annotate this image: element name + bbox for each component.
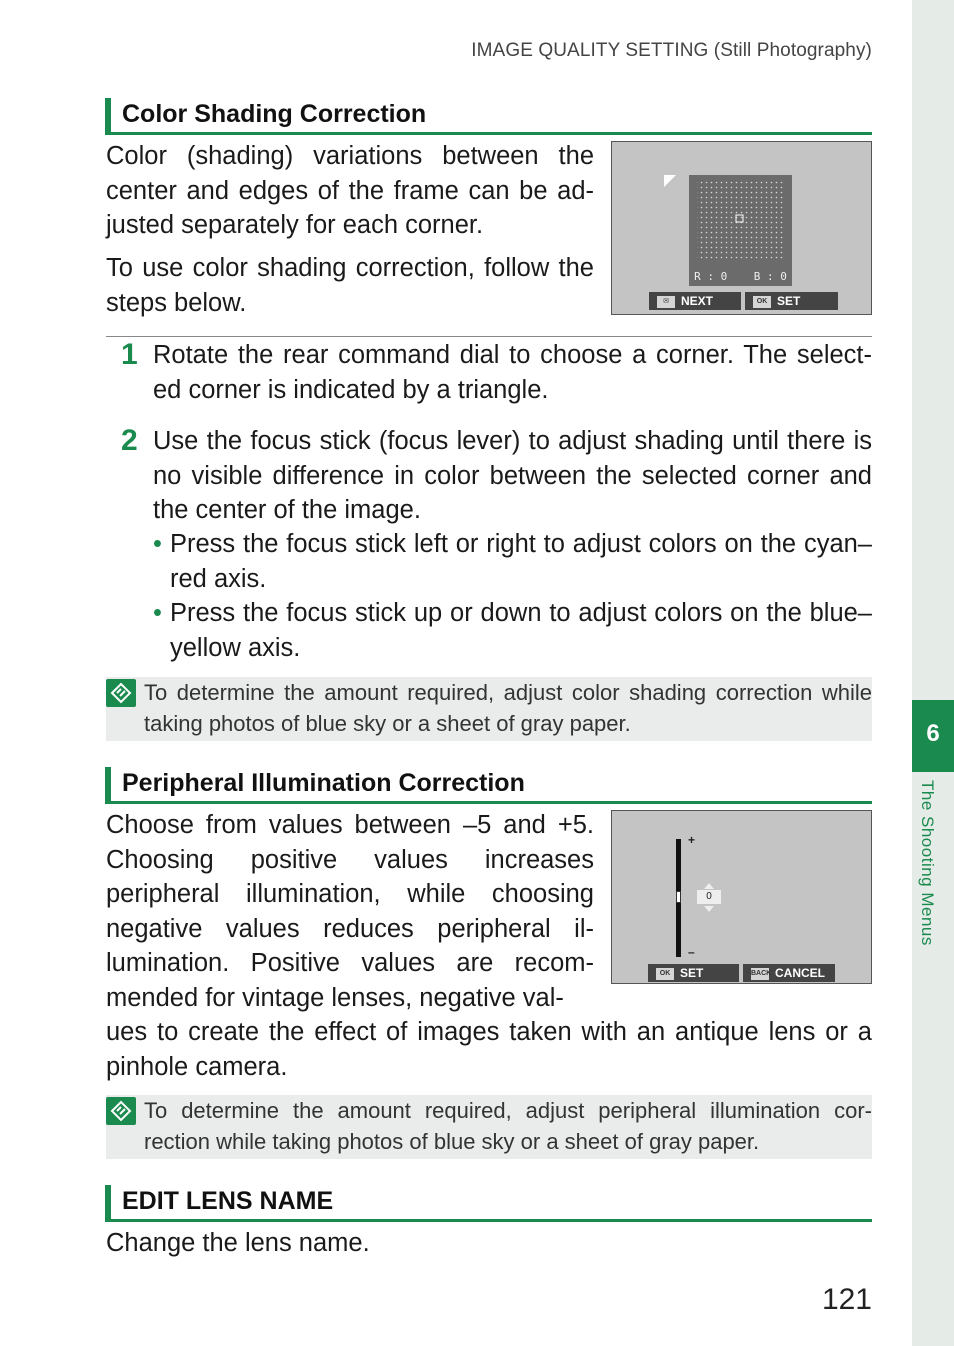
chapter-sidebar	[912, 0, 954, 1346]
value-box: 0	[697, 890, 721, 904]
peripheral-screen	[611, 810, 872, 984]
color-shading-screen	[611, 141, 872, 315]
chapter-tab[interactable]: 6	[912, 700, 954, 772]
page-number: 121	[821, 1283, 872, 1316]
running-header: IMAGE QUALITY SETTING (Still Photography)	[471, 40, 872, 61]
bullet-dot: •	[153, 599, 162, 627]
color-shading-intro: Color (shading) variations between the center and edges of the frame can be ad-justed separately for each corner.	[106, 142, 594, 239]
section-heading-peripheral: Peripheral Illumination Correction	[105, 767, 872, 804]
grid-dots	[689, 175, 792, 265]
ok-icon: OK	[656, 968, 674, 980]
back-icon: BACK	[751, 968, 769, 980]
corner-triangle-icon	[664, 175, 678, 189]
pencil-note-icon	[106, 679, 136, 707]
set-button[interactable]: OK SET	[745, 292, 838, 310]
cancel-button[interactable]: BACK CANCEL	[743, 964, 835, 982]
divider	[106, 336, 872, 337]
pencil-note-icon	[106, 1097, 136, 1125]
bullet-blue-yellow: • Press the focus stick up or down to adjust colors on the blue–yellow axis.	[153, 596, 872, 665]
step-number-2: 2	[121, 424, 138, 457]
down-arrow-icon	[704, 906, 714, 912]
bullet-cyan-red: • Press the focus stick left or right to adjust colors on the cyan–red axis.	[153, 527, 872, 596]
minus-label: –	[688, 945, 695, 959]
plus-label: +	[688, 833, 696, 847]
peripheral-intro: Choose from values between –5 and +5. Choosing positive values increases peripheral illumination, while choosing negative values reduces peripheral il-lumination. Positive values are recom-mended for vintage lenses, negative val-	[106, 811, 594, 1012]
ok-icon: OK	[753, 296, 771, 308]
peripheral-intro-cont: ues to create the effect of images taken with an antique lens or a pinhole camera.	[106, 1018, 872, 1081]
set-button[interactable]: OK SET	[648, 964, 739, 982]
bullet-dot: •	[153, 530, 162, 558]
step-text-2: Use the focus stick (focus lever) to adjust shading until there is no visible difference in color between the selected corner and the center of the image.	[153, 427, 872, 524]
next-button[interactable]: ✉ NEXT	[649, 292, 741, 310]
note-color-shading: To determine the amount required, adjust color shading correction while taking photos of blue sky or a sheet of gray paper.	[106, 677, 872, 741]
color-shading-instructions: To use color shading correction, follow the steps below.	[106, 254, 594, 317]
chapter-label: The Shooting Menus	[918, 780, 937, 946]
note-peripheral: To determine the amount required, adjust peripheral illumination cor-rection while taking photos of blue sky or a sheet of gray paper.	[106, 1095, 872, 1159]
envelope-icon: ✉	[657, 296, 675, 308]
up-arrow-icon	[704, 883, 714, 889]
step-number-1: 1	[121, 338, 138, 371]
step-text-1: Rotate the rear command dial to choose a corner. The select-ed corner is indicated by a triangle.	[153, 341, 872, 404]
edit-lens-name-text: Change the lens name.	[106, 1229, 370, 1257]
section-heading-edit-lens-name: EDIT LENS NAME	[105, 1185, 872, 1222]
shading-preview-panel	[689, 175, 792, 286]
slider-handle[interactable]	[676, 891, 681, 903]
section-heading-color-shading: Color Shading Correction	[105, 98, 872, 135]
rb-readout: R : 0 B : 0	[694, 270, 787, 283]
